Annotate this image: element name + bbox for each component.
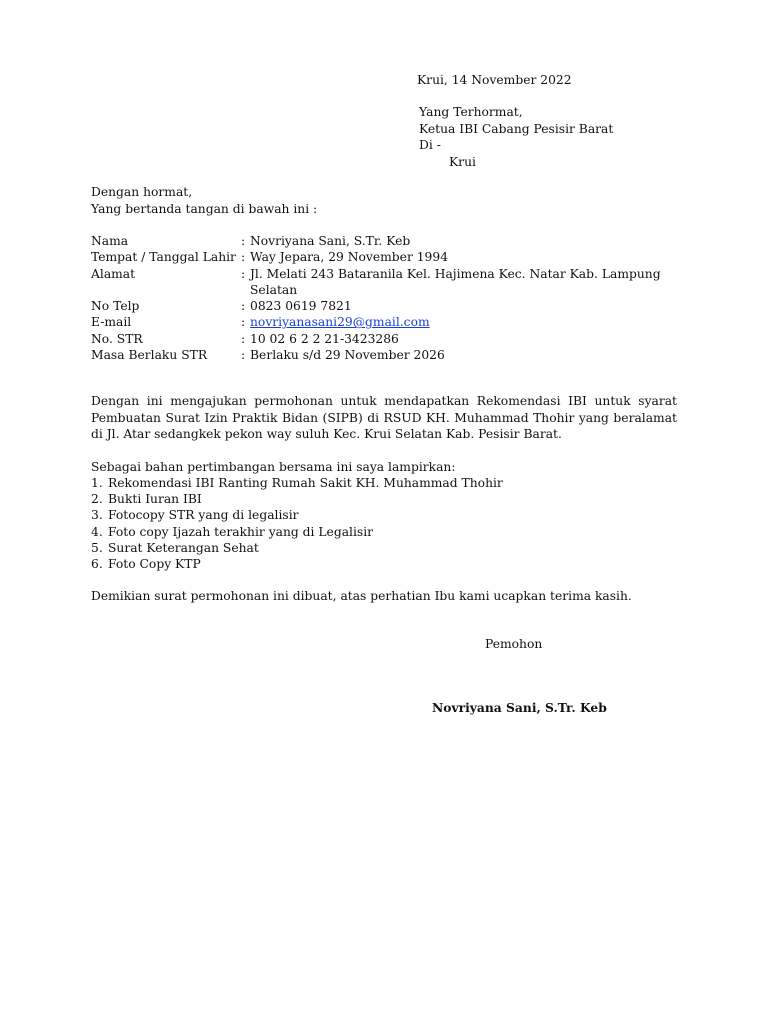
identity-colon: : [241,331,246,346]
identity-value: 0823 0619 7821 [250,299,352,314]
list-item-number: 3. [91,508,103,523]
closing-statement: Demikian surat permohonan ini dibuat, atas perhatian Ibu kami ucapkan terima kasih. [91,589,632,603]
list-item-text: Fotocopy STR yang di legalisir [108,508,299,523]
identity-value: Way Jepara, 29 November 1994 [250,250,449,265]
list-item-number: 2. [91,492,103,507]
identity-value [250,266,661,298]
identity-colon: : [241,347,246,362]
list-item-number: 1. [91,476,103,490]
recipient-salutation: Yang Terhormat, [419,105,523,119]
list-item-text: Foto Copy KTP [108,556,201,571]
recipient-addressee: Ketua IBI Cabang Pesisir Barat [419,121,614,136]
identity-colon: : [241,266,246,281]
greeting-opening: Dengan hormat, [91,185,193,199]
applicant-name: Novriyana Sani, S.Tr. Keb [432,700,607,715]
identity-value: Berlaku s/d 29 November 2026 [250,347,445,362]
list-item-text: Foto copy Ijazah terakhir yang di Legalisir [108,524,374,539]
list-item-number: 6. [91,556,103,571]
identity-value [250,314,430,330]
list-item-text: Surat Keterangan Sehat [108,540,259,555]
identity-colon: : [241,315,246,330]
letter-date: Krui, 14 November 2022 [417,73,572,87]
identity-label: Tempat / Tanggal Lahir [91,250,236,265]
address-line-1: Jl. Melati 243 Bataranila Kel. Hajimena Kec. Natar Kab. Lampung [250,266,661,281]
identity-label: Nama [91,234,129,248]
identity-value: Novriyana Sani, S.Tr. Keb [250,234,411,248]
address-line-2: Selatan [250,282,298,297]
list-item-text: Bukti Iuran IBI [108,492,202,507]
request-paragraph: Dengan ini mengajukan permohonan untuk mendapatkan Rekomendasi IBI untuk syarat Pembuatan Surat Izin Praktik Bidan (SIPB) di RSUD KH. Muhammad Thohir yang beralamat di Jl. Atar sedangkek pekon way suluh Kec. Krui Selatan Kab. Pesisir Barat. [91,394,677,441]
attachments-intro: Sebagai bahan pertimbangan bersama ini saya lampirkan: [91,460,456,474]
greeting-intro: Yang bertanda tangan di bawah ini : [91,201,318,216]
list-item-text: Rekomendasi IBI Ranting Rumah Sakit KH. Muhammad Thohir [108,476,503,490]
identity-value: 10 02 6 2 2 21-3423286 [250,331,399,346]
identity-label: Masa Berlaku STR [91,347,208,362]
recipient-city: Krui [449,154,476,169]
greeting-block [91,184,317,217]
identity-colon: : [241,234,246,248]
recipient-block [419,104,613,170]
applicant-label: Pemohon [485,637,543,651]
identity-colon: : [241,299,246,314]
identity-label: E-mail [91,315,132,330]
identity-colon: : [241,250,246,265]
identity-label: No Telp [91,299,140,314]
email-link[interactable]: novriyanasani29@gmail.com [250,315,430,330]
recipient-di: Di - [419,138,441,152]
list-item-number: 5. [91,540,103,555]
identity-label: No. STR [91,331,143,346]
list-item-number: 4. [91,524,103,539]
identity-label: Alamat [91,266,136,281]
